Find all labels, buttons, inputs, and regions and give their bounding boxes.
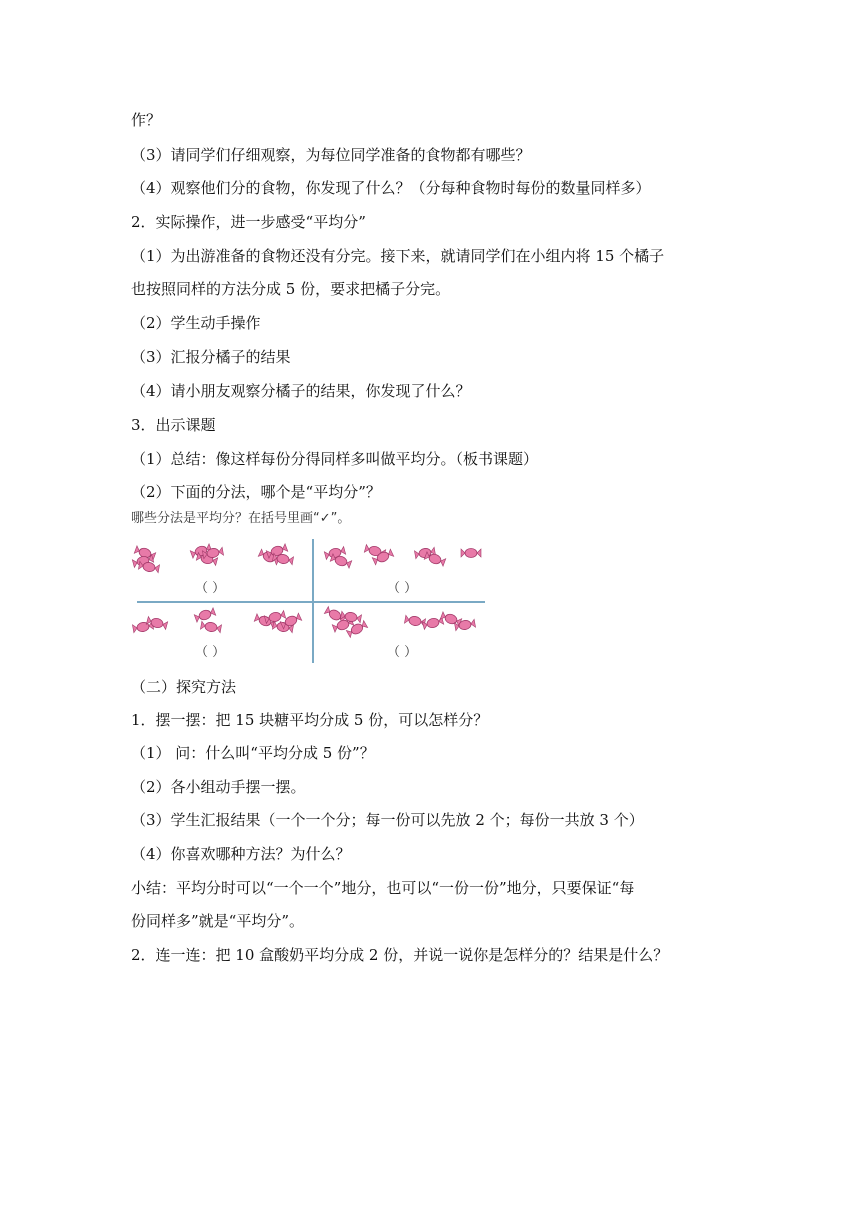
text-line: （4）观察他们分的食物，你发现了什么？（分每种食物时每份的数量同样多）: [131, 179, 651, 197]
text-line: 份同样多”就是“平均分”。: [131, 912, 305, 930]
text-line: （2）学生动手操作: [131, 314, 261, 332]
section-heading: （二）探究方法: [131, 678, 237, 696]
answer-bracket-2[interactable]: （ ）: [387, 581, 418, 596]
answer-bracket-4[interactable]: （ ）: [387, 645, 418, 660]
figure-caption: 哪些分法是平均分？在括号里画“✓”。: [131, 511, 351, 526]
candy-exercise-figure: [131, 511, 487, 663]
section-heading: 2．实际操作，进一步感受“平均分”: [131, 213, 366, 231]
text-line: 2．连一连：把 10 盒酸奶平均分成 2 份，并说一说你是怎样分的？结果是什么？: [131, 946, 669, 964]
text-line: （1）为出游准备的食物还没有分完。接下来，就请同学们在小组内将 15 个橘子: [131, 247, 665, 265]
answer-bracket-1[interactable]: （ ）: [195, 581, 226, 596]
text-line: 小结：平均分时可以“一个一个”地分，也可以“一份一份”地分，只要保证“每: [131, 879, 635, 897]
text-line: 1．摆一摆：把 15 块糖平均分成 5 份，可以怎样分？: [131, 711, 489, 729]
text-line: 作？: [131, 111, 162, 129]
section-heading: 3．出示课题: [131, 416, 216, 434]
text-line: （1）总结：像这样每份分得同样多叫做平均分。（板书课题）: [131, 450, 539, 468]
text-line: 也按照同样的方法分成 5 份，要求把橘子分完。: [131, 280, 451, 298]
text-line: （3）汇报分橘子的结果: [131, 348, 291, 366]
text-line: （4）你喜欢哪种方法？为什么？: [131, 845, 351, 863]
text-line: （3）请同学们仔细观察，为每位同学准备的食物都有哪些？: [131, 146, 531, 164]
candy-icons: [131, 511, 487, 663]
text-line: （4）请小朋友观察分橘子的结果，你发现了什么？: [131, 382, 471, 400]
text-line: （3）学生汇报结果（一个一个分；每一份可以先放 2 个；每份一共放 3 个）: [131, 811, 644, 829]
text-line: （2）各小组动手摆一摆。: [131, 778, 306, 796]
text-line: （2）下面的分法，哪个是“平均分”？: [131, 483, 381, 501]
text-line: （1） 问：什么叫“平均分成 5 份”？: [131, 744, 375, 762]
answer-bracket-3[interactable]: （ ）: [195, 645, 226, 660]
